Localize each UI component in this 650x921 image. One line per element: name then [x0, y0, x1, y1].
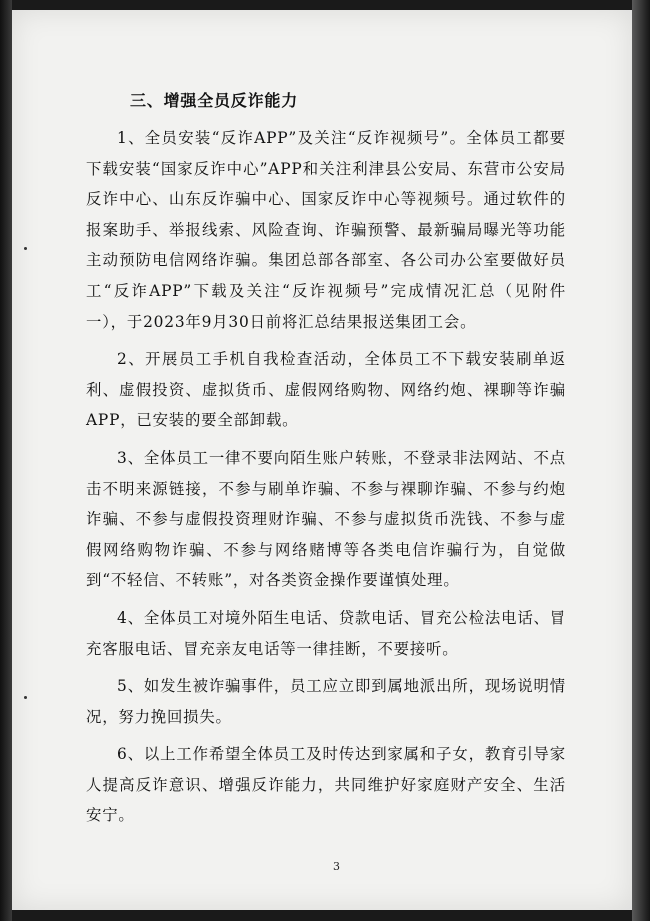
document-body — [86, 86, 566, 831]
paragraph-6: 6、以上工作希望全体员工及时传达到家属和子女，教育引导家人提高反诈意识、增强反诈能力，共同维护好家庭财产安全、生活安宁。 — [86, 745, 566, 825]
margin-mark — [24, 247, 27, 250]
margin-mark — [24, 696, 27, 699]
paragraph-5: 5、如发生被诈骗事件，员工应立即到属地派出所，现场说明情况，努力挽回损失。 — [86, 677, 566, 726]
paragraph-1: 1、全员安装“反诈APP”及关注“反诈视频号”。全体员工都要下载安装“国家反诈中心”APP和关注利津县公安局、东营市公安局反诈中心、山东反诈骗中心、国家反诈中心等视频号。通过软件的报案助手、举报线索、风险查询、诈骗预警、最新骗局曝光等功能主动预防电信网络诈骗。集团总部各部室、各公司办公室要做好员工“反诈APP”下载及关注“反诈视频号”完成情况汇总（见附件一），于2023年9月30日前将汇总结果报送集团工会。 — [86, 129, 566, 331]
paragraph-4: 4、全体员工对境外陌生电话、贷款电话、冒充公检法电话、冒充客服电话、冒充亲友电话等一律挂断，不要接听。 — [86, 608, 566, 658]
section-heading: 三、增强全员反诈能力 — [130, 91, 299, 110]
paragraph-3: 3、全体员工一律不要向陌生账户转账，不登录非法网站、不点击不明来源链接，不参与刷单诈骗、不参与裸聊诈骗、不参与约炮诈骗、不参与虚假投资理财诈骗、不参与虚拟货币洗钱、不参与虚假网络购物诈骗、不参与网络赌博等各类电信诈骗行为，自觉做到“不轻信、不转账”，对各类资金操作要谨慎处理。 — [86, 448, 566, 590]
page-number: 3 — [333, 860, 340, 873]
paragraph-2: 2、开展员工手机自我检查活动，全体员工不下载安装刷单返利、虚假投资、虚拟货币、虚假网络购物、网络约炮、裸聊等诈骗APP，已安装的要全部卸载。 — [86, 350, 566, 430]
scan-right-edge — [632, 0, 650, 921]
scan-left-edge — [0, 0, 12, 921]
